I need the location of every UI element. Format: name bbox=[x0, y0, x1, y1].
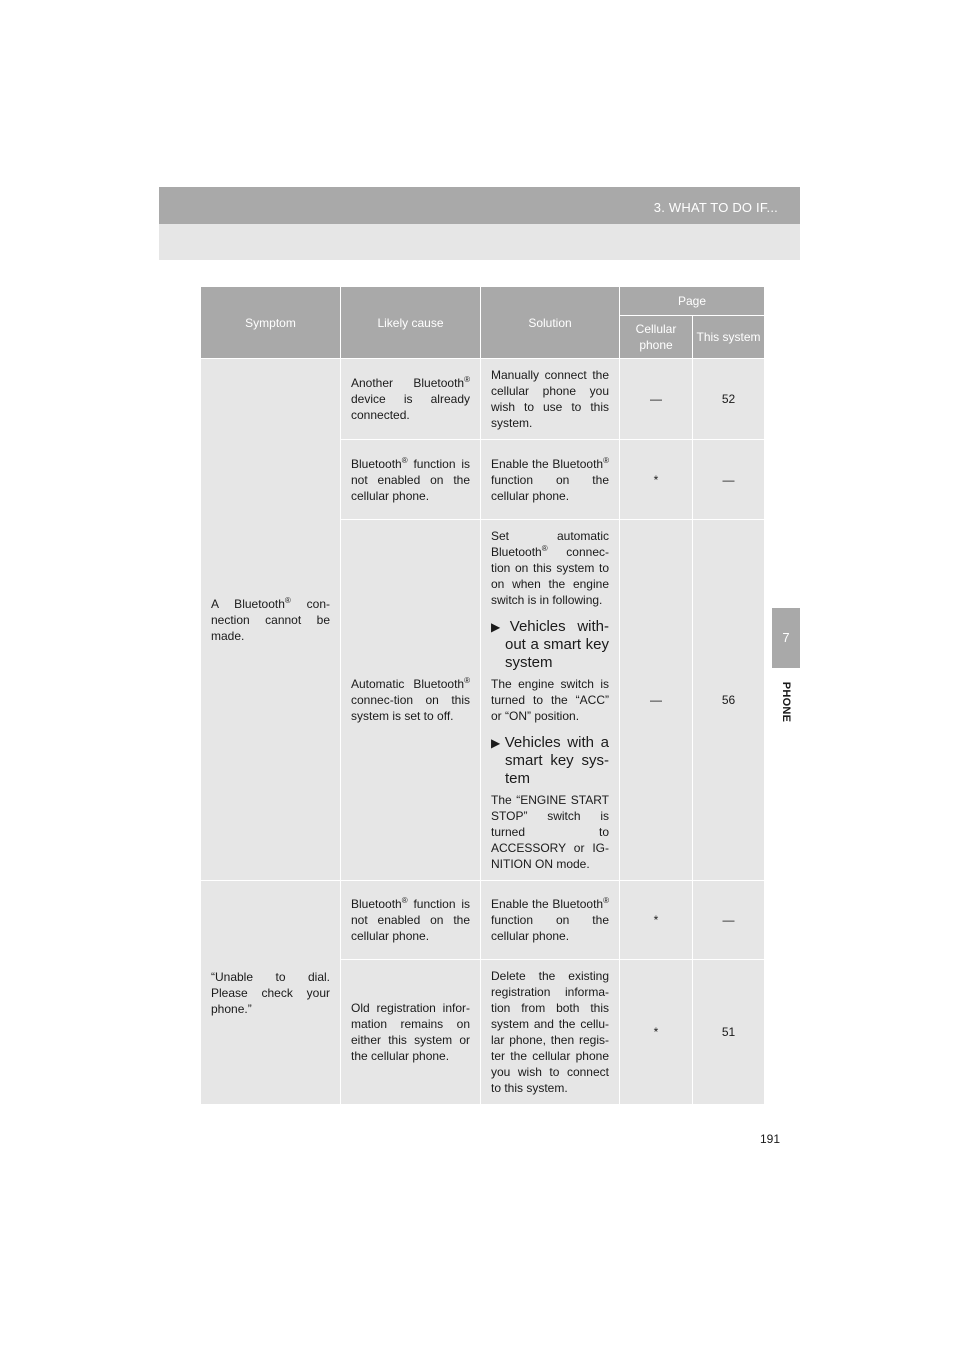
cellular-page-cell: — bbox=[620, 520, 693, 881]
sub-text-smart-key: The “ENGINE START STOP” switch is turned to ACCESSORY or IG-NITION ON mode. bbox=[491, 793, 609, 871]
triangle-right-icon: ▶ bbox=[491, 736, 503, 750]
solution-cell bbox=[481, 520, 620, 881]
cause-cell: Bluetooth® function is not enabled on the cellular phone. bbox=[341, 881, 481, 960]
sub-heading-no-smart-key: ▶ Vehicles with-out a smart key system bbox=[491, 618, 609, 671]
header-this-system: This system bbox=[693, 316, 765, 359]
cellular-page-cell: * bbox=[620, 440, 693, 520]
cause-cell: Another Bluetooth® device is already connected. bbox=[341, 359, 481, 440]
system-page-cell: 56 bbox=[693, 520, 765, 881]
chapter-tab bbox=[772, 608, 800, 668]
header-page: Page bbox=[620, 287, 765, 316]
system-page-cell: 51 bbox=[693, 960, 765, 1105]
header-symptom: Symptom bbox=[201, 287, 341, 359]
cause-cell: Bluetooth® function is not enabled on the cellular phone. bbox=[341, 440, 481, 520]
solution-cell: Enable the Bluetooth® function on the cellular phone. bbox=[481, 440, 620, 520]
system-page-cell: — bbox=[693, 440, 765, 520]
solution-cell: Manually connect the cellular phone you wish to use to this system. bbox=[481, 359, 620, 440]
page-number: 191 bbox=[759, 1132, 780, 1146]
section-title: 3. WHAT TO DO IF... bbox=[653, 200, 778, 215]
solution-cell: Delete the existing registration informa-tion from both this system and the cellu-lar phone, then regis-ter the cellular phone you wish to connect to this system. bbox=[481, 960, 620, 1105]
cellular-page-cell: * bbox=[620, 881, 693, 960]
sub-heading-smart-key: ▶ Vehicles with a smart key sys-tem bbox=[491, 734, 609, 787]
symptom-cell: A Bluetooth® con-nection cannot be made. bbox=[201, 359, 341, 881]
header-band bbox=[159, 187, 800, 224]
sub-text-no-smart-key: The engine switch is turned to the “ACC” or “ON” position. bbox=[491, 677, 609, 723]
cellular-page-cell: * bbox=[620, 960, 693, 1105]
triangle-right-icon: ▶ bbox=[491, 620, 508, 634]
header-cellular-phone: Cellular phone bbox=[620, 316, 693, 359]
solution-cell: Enable the Bluetooth® function on the cellular phone. bbox=[481, 881, 620, 960]
cellular-page-cell: — bbox=[620, 359, 693, 440]
chapter-label bbox=[776, 672, 796, 732]
system-page-cell: 52 bbox=[693, 359, 765, 440]
cause-cell: Old registration infor-mation remains on either this system or the cellular phone. bbox=[341, 960, 481, 1105]
table-row bbox=[201, 881, 765, 960]
header-likely-cause: Likely cause bbox=[341, 287, 481, 359]
solution-intro: Set automatic Bluetooth® connec-tion on this system to on when the engine switch is in following. bbox=[491, 529, 609, 607]
chapter-label-text: PHONE bbox=[780, 681, 792, 723]
system-page-cell: — bbox=[693, 881, 765, 960]
cause-cell: Automatic Bluetooth® connec-tion on this system is set to off. bbox=[341, 520, 481, 881]
troubleshooting-table bbox=[200, 286, 765, 1105]
header-solution: Solution bbox=[481, 287, 620, 359]
header-subband bbox=[159, 224, 800, 260]
chapter-number: 7 bbox=[782, 630, 790, 645]
symptom-cell: “Unable to dial. Please check your phone.” bbox=[201, 881, 341, 1105]
table-row bbox=[201, 359, 765, 440]
